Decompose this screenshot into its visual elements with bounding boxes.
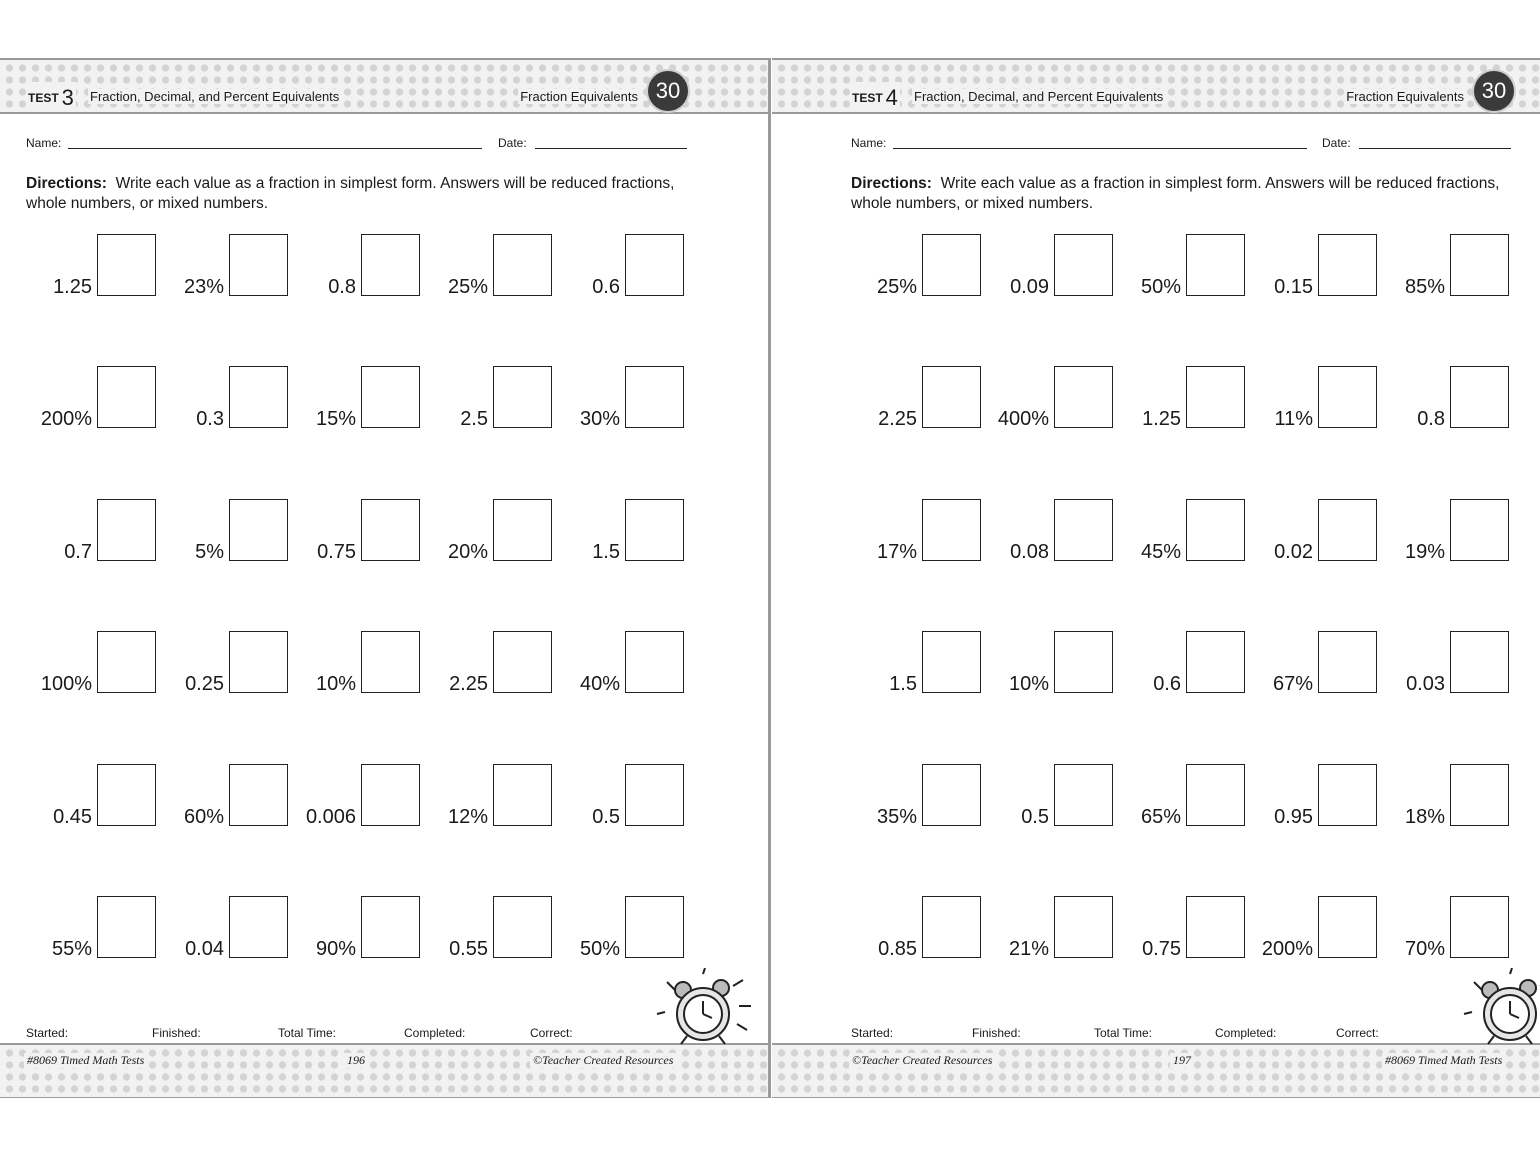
problem-item (1247, 366, 1379, 430)
problem-item (1247, 499, 1379, 563)
footer-field-finished: Finished: (152, 1026, 201, 1040)
answer-box[interactable] (1186, 499, 1245, 561)
problem-value: 12% (447, 805, 488, 828)
problem-item (1379, 366, 1511, 430)
problem-value: 100% (40, 673, 92, 696)
problem-item (1379, 631, 1511, 695)
problem-item (554, 764, 686, 828)
answer-box[interactable] (1054, 631, 1113, 693)
answer-box[interactable] (922, 764, 981, 826)
problem-item (1247, 631, 1379, 695)
answer-box[interactable] (1318, 499, 1377, 561)
answer-box[interactable] (97, 764, 156, 826)
problem-value: 2.25 (449, 673, 488, 696)
directions-heading: Directions: (851, 175, 932, 192)
alarm-clock-icon (1462, 968, 1540, 1048)
problem-item (851, 366, 983, 430)
answer-box[interactable] (229, 499, 288, 561)
problem-value: 50% (579, 938, 620, 960)
problem-value: 17% (876, 540, 917, 563)
footer-field-correct: Correct: (530, 1026, 573, 1040)
answer-box[interactable] (1450, 896, 1509, 958)
badge-number: 30 (648, 71, 688, 111)
answer-box[interactable] (493, 499, 552, 561)
footer-band (0, 1043, 768, 1098)
problem-item (851, 234, 983, 298)
problem-item (290, 366, 422, 430)
problem-item (851, 499, 983, 563)
answer-box[interactable] (922, 631, 981, 693)
problem-value: 0.6 (1153, 673, 1181, 696)
problem-item (1115, 764, 1247, 828)
problem-value: 45% (1140, 540, 1181, 563)
problem-value: 0.55 (449, 938, 488, 960)
problem-value: 0.15 (1274, 276, 1313, 298)
answer-box[interactable] (625, 896, 684, 958)
problem-item (422, 896, 554, 960)
answer-box[interactable] (361, 896, 420, 958)
answer-box[interactable] (1186, 631, 1245, 693)
problem-item (983, 896, 1115, 960)
answer-box[interactable] (1450, 631, 1509, 693)
problem-value: 19% (1404, 540, 1445, 563)
test-number: 3 (61, 85, 74, 110)
answer-box[interactable] (97, 499, 156, 561)
answer-box[interactable] (1318, 234, 1377, 296)
answer-box[interactable] (361, 631, 420, 693)
answer-box[interactable] (1054, 896, 1113, 958)
badge-number: 30 (1474, 71, 1514, 111)
footer-field-correct: Correct: (1336, 1026, 1379, 1040)
footer-right-text: #8069 Timed Math Tests (1382, 1053, 1505, 1068)
problem-item (851, 764, 983, 828)
problem-item (1115, 366, 1247, 430)
footer-field-started: Started: (851, 1026, 894, 1040)
problem-value: 50% (1140, 276, 1181, 298)
problem-grid (851, 234, 1521, 974)
answer-box[interactable] (229, 234, 288, 296)
problem-value: 25% (447, 276, 488, 298)
answer-box[interactable] (229, 764, 288, 826)
answer-box[interactable] (625, 631, 684, 693)
footer-field-completed: Completed: (1215, 1026, 1277, 1040)
problem-value: 11% (1274, 408, 1313, 431)
problem-value: 2.25 (878, 408, 917, 431)
header-title: Fraction, Decimal, and Percent Equivalents (90, 89, 340, 104)
problem-item (422, 366, 554, 430)
answer-box[interactable] (361, 366, 420, 428)
problem-item (554, 631, 686, 695)
date-input-line[interactable] (1359, 148, 1511, 149)
problem-value: 1.5 (592, 540, 620, 563)
header-title: Fraction, Decimal, and Percent Equivalents (914, 89, 1164, 104)
answer-box[interactable] (922, 896, 981, 958)
date-label: Date: (1322, 136, 1351, 150)
problem-grid (26, 234, 696, 974)
answer-box[interactable] (493, 366, 552, 428)
answer-box[interactable] (229, 896, 288, 958)
problem-value: 0.7 (64, 540, 92, 563)
directions-heading: Directions: (26, 175, 107, 192)
problem-value: 40% (579, 673, 620, 696)
problem-value: 0.03 (1406, 673, 1445, 696)
problem-item (1115, 896, 1247, 960)
problem-item (290, 499, 422, 563)
problem-item (290, 631, 422, 695)
footer-field-completed: Completed: (404, 1026, 466, 1040)
problem-item (554, 499, 686, 563)
problem-value: 1.5 (889, 673, 917, 696)
footer-right-text: ©Teacher Created Resources (530, 1053, 676, 1068)
problem-item (1379, 764, 1511, 828)
answer-box[interactable] (361, 234, 420, 296)
problem-item (422, 499, 554, 563)
problem-value: 0.3 (196, 408, 224, 431)
problem-value: 0.75 (317, 540, 356, 563)
problem-item (158, 631, 290, 695)
date-label: Date: (498, 136, 527, 150)
problem-item (983, 631, 1115, 695)
alarm-clock-icon (655, 968, 755, 1048)
problem-item (158, 896, 290, 960)
answer-box[interactable] (625, 234, 684, 296)
problem-value: 35% (876, 805, 917, 828)
problem-item (983, 764, 1115, 828)
page-left (0, 58, 768, 1098)
problem-value: 23% (183, 276, 224, 298)
directions (26, 174, 716, 214)
name-label: Name: (26, 136, 62, 150)
answer-box[interactable] (1054, 234, 1113, 296)
page-number: 196 (344, 1053, 368, 1068)
header-band (0, 58, 768, 114)
problem-item (26, 499, 158, 563)
answer-box[interactable] (1054, 499, 1113, 561)
problem-value: 2.5 (460, 408, 488, 431)
answer-box[interactable] (1186, 234, 1245, 296)
name-input-line[interactable] (68, 148, 482, 149)
header-category: Fraction Equivalents (520, 89, 638, 104)
problem-item (983, 366, 1115, 430)
answer-box[interactable] (229, 366, 288, 428)
answer-box[interactable] (625, 764, 684, 826)
directions-text: Write each value as a fraction in simplest form. Answers will be reduced fractions, whole numbers, or mixed numbers. (851, 175, 1500, 212)
problem-item (1247, 234, 1379, 298)
problem-value: 0.8 (1417, 408, 1445, 431)
problem-value: 0.04 (185, 938, 224, 960)
problem-item (1379, 234, 1511, 298)
problem-value: 90% (315, 938, 356, 960)
problem-item (1115, 499, 1247, 563)
problem-value: 65% (1140, 805, 1181, 828)
worksheet-spread (0, 58, 1540, 1098)
header-category: Fraction Equivalents (1346, 89, 1464, 104)
footer-field-started: Started: (26, 1026, 69, 1040)
problem-value: 1.25 (1142, 408, 1181, 431)
problem-value: 0.75 (1142, 938, 1181, 960)
problem-value: 85% (1404, 276, 1445, 298)
problem-value: 1.25 (53, 276, 92, 298)
directions-text: Write each value as a fraction in simplest form. Answers will be reduced fractions, whole numbers, or mixed numbers. (26, 175, 675, 212)
answer-box[interactable] (1318, 896, 1377, 958)
problem-item (554, 366, 686, 430)
problem-value: 55% (51, 938, 92, 960)
problem-value: 20% (447, 540, 488, 563)
footer-field-total-time: Total Time: (1094, 1026, 1153, 1040)
problem-value: 10% (315, 673, 356, 696)
problem-value: 70% (1404, 938, 1445, 960)
problem-item (26, 366, 158, 430)
problem-item (1247, 896, 1379, 960)
problem-value: 60% (183, 805, 224, 828)
problem-value: 0.5 (1021, 805, 1049, 828)
answer-box[interactable] (1054, 366, 1113, 428)
answer-box[interactable] (493, 764, 552, 826)
date-input-line[interactable] (535, 148, 687, 149)
problem-value: 0.02 (1274, 540, 1313, 563)
book-spine (768, 58, 771, 1098)
directions (851, 174, 1540, 214)
problem-item (1247, 764, 1379, 828)
answer-box[interactable] (97, 631, 156, 693)
answer-box[interactable] (922, 366, 981, 428)
test-label: TEST 3 (26, 82, 76, 108)
problem-item (851, 896, 983, 960)
problem-value: 15% (315, 408, 356, 431)
problem-value: 200% (40, 408, 92, 431)
footer-band (772, 1043, 1540, 1098)
problem-value: 0.08 (1010, 540, 1049, 563)
page-number: 197 (1170, 1053, 1194, 1068)
footer-left-text: #8069 Timed Math Tests (24, 1053, 147, 1068)
problem-value: 0.45 (53, 805, 92, 828)
problem-item (851, 631, 983, 695)
problem-value: 21% (1008, 938, 1049, 960)
problem-item (158, 764, 290, 828)
problem-item (554, 234, 686, 298)
problem-value: 0.8 (328, 276, 356, 298)
answer-box[interactable] (97, 896, 156, 958)
problem-item (26, 234, 158, 298)
answer-box[interactable] (625, 499, 684, 561)
problem-value: 400% (997, 408, 1049, 431)
header-band (772, 58, 1540, 114)
answer-box[interactable] (493, 234, 552, 296)
answer-box[interactable] (922, 499, 981, 561)
answer-box[interactable] (1054, 764, 1113, 826)
name-label: Name: (851, 136, 887, 150)
answer-box[interactable] (1186, 896, 1245, 958)
problem-value: 0.09 (1010, 276, 1049, 298)
problem-item (158, 234, 290, 298)
answer-box[interactable] (1318, 631, 1377, 693)
answer-box[interactable] (361, 764, 420, 826)
problem-item (158, 499, 290, 563)
test-label: TEST 4 (850, 82, 900, 108)
answer-box[interactable] (1450, 499, 1509, 561)
answer-box[interactable] (493, 896, 552, 958)
problem-value: 0.25 (185, 673, 224, 696)
problem-item (26, 764, 158, 828)
problem-value: 0.95 (1274, 805, 1313, 828)
problem-item (290, 234, 422, 298)
problem-value: 25% (876, 276, 917, 298)
problem-item (422, 631, 554, 695)
footer-field-finished: Finished: (972, 1026, 1021, 1040)
problem-item (290, 896, 422, 960)
name-input-line[interactable] (893, 148, 1307, 149)
answer-box[interactable] (1450, 764, 1509, 826)
problem-value: 0.5 (592, 805, 620, 828)
problem-item (554, 896, 686, 960)
test-number: 4 (885, 85, 898, 110)
problem-value: 0.85 (878, 938, 917, 960)
answer-box[interactable] (1450, 234, 1509, 296)
answer-box[interactable] (1318, 366, 1377, 428)
answer-box[interactable] (922, 234, 981, 296)
footer-field-total-time: Total Time: (278, 1026, 337, 1040)
problem-value: 5% (195, 540, 224, 563)
problem-item (1379, 896, 1511, 960)
problem-item (422, 764, 554, 828)
answer-box[interactable] (97, 366, 156, 428)
problem-item (983, 499, 1115, 563)
page-right (772, 58, 1540, 1098)
problem-value: 18% (1404, 805, 1445, 828)
problem-item (1115, 234, 1247, 298)
answer-box[interactable] (229, 631, 288, 693)
problem-value: 0.006 (305, 805, 356, 828)
answer-box[interactable] (625, 366, 684, 428)
problem-value: 0.6 (592, 276, 620, 298)
answer-box[interactable] (493, 631, 552, 693)
problem-item (26, 631, 158, 695)
footer-left-text: ©Teacher Created Resources (849, 1053, 995, 1068)
problem-item (1115, 631, 1247, 695)
problem-item (158, 366, 290, 430)
answer-box[interactable] (1186, 764, 1245, 826)
problem-value: 67% (1272, 673, 1313, 696)
problem-value: 10% (1008, 673, 1049, 696)
answer-box[interactable] (1186, 366, 1245, 428)
answer-box[interactable] (361, 499, 420, 561)
problem-value: 30% (579, 408, 620, 431)
problem-value: 200% (1261, 938, 1313, 960)
problem-item (983, 234, 1115, 298)
problem-item (26, 896, 158, 960)
problem-item (290, 764, 422, 828)
problem-item (422, 234, 554, 298)
answer-box[interactable] (1450, 366, 1509, 428)
answer-box[interactable] (1318, 764, 1377, 826)
problem-item (1379, 499, 1511, 563)
answer-box[interactable] (97, 234, 156, 296)
